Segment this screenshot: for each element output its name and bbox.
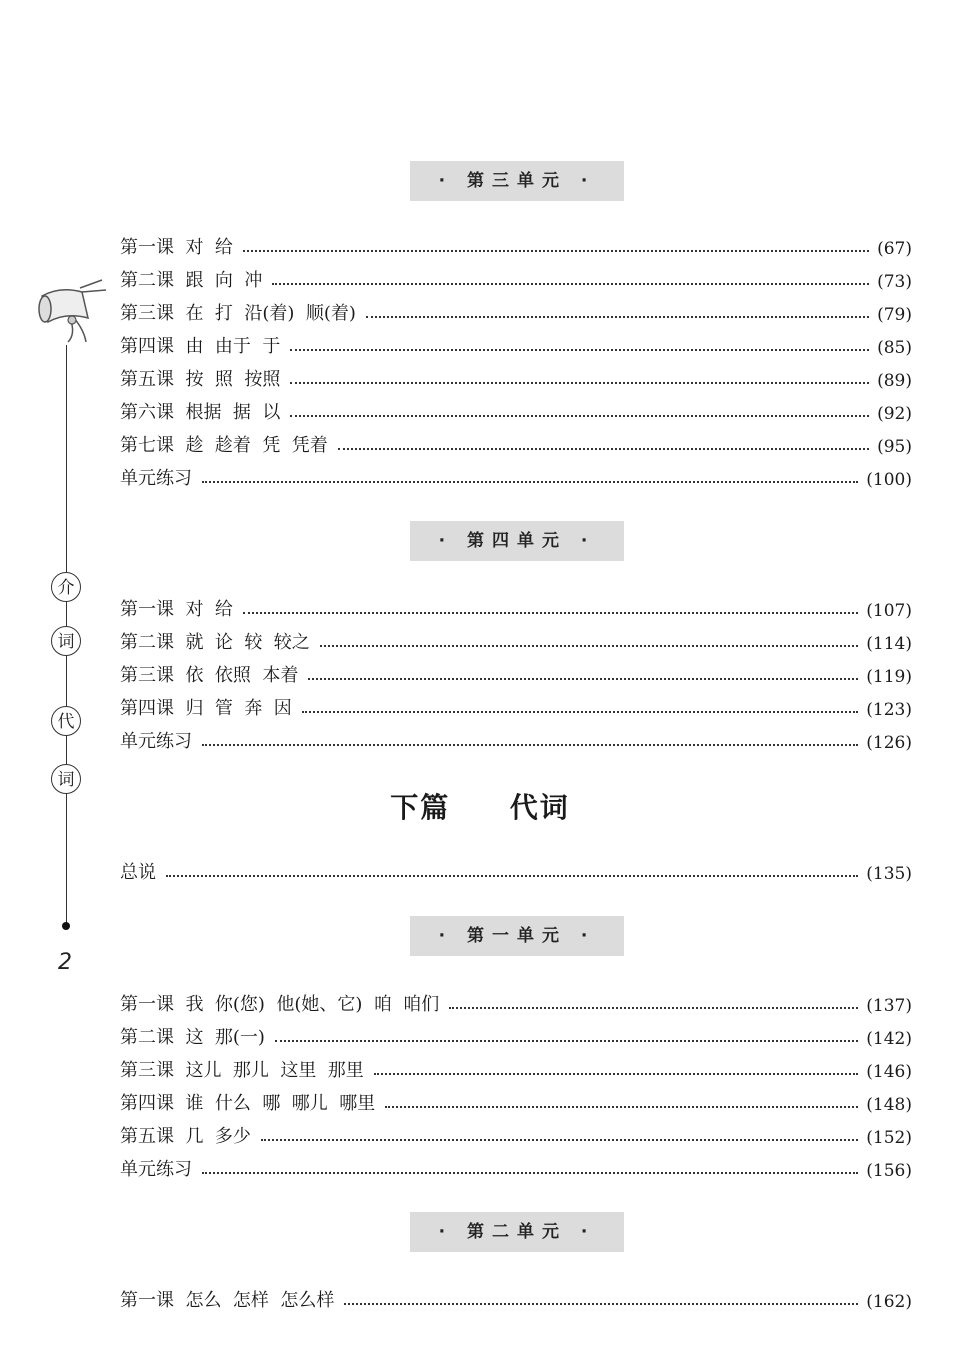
- toc-entry[interactable]: [120, 431, 912, 457]
- toc-dot-leader: [385, 1106, 858, 1108]
- toc-dot-leader: [243, 250, 869, 252]
- toc-entry-page: (137): [866, 996, 912, 1016]
- toc-entry[interactable]: [120, 661, 912, 687]
- toc-dot-leader: [449, 1007, 858, 1009]
- toc-entry-page: (135): [866, 864, 912, 884]
- toc-entry[interactable]: [120, 1286, 912, 1312]
- toc-entry-page: (67): [877, 239, 912, 259]
- toc-dot-leader: [290, 415, 869, 417]
- page-number: 2: [58, 950, 72, 975]
- toc-entry-page: (126): [866, 733, 912, 753]
- toc-entry-label: 单元练习: [120, 468, 192, 489]
- toc-dot-leader: [202, 1172, 858, 1174]
- toc-entry-page: (73): [877, 272, 912, 292]
- toc-dot-leader: [243, 612, 858, 614]
- toc-entry[interactable]: [120, 628, 912, 654]
- toc-dot-leader: [202, 481, 858, 483]
- sidebar-char-3: 代: [51, 706, 81, 736]
- toc-entry-label: 第五课 几 多少: [120, 1126, 251, 1147]
- toc-dot-leader: [344, 1303, 858, 1305]
- toc-entry-page: (146): [866, 1062, 912, 1082]
- toc-entry-label: 第四课 归 管 奔 因: [120, 698, 292, 719]
- toc-entry[interactable]: [120, 595, 912, 621]
- toc-entry-page: (119): [866, 667, 912, 687]
- toc-entry-label: 第六课 根据 据 以: [120, 402, 281, 423]
- toc-entry-label: 第四课 谁 什么 哪 哪儿 哪里: [120, 1093, 376, 1114]
- toc-entry-label: 第三课 在 打 沿(着) 顺(着): [120, 303, 356, 324]
- sidebar-char-1: 介: [51, 572, 81, 602]
- toc-entry-page: (114): [866, 634, 912, 654]
- toc-dot-leader: [272, 283, 869, 285]
- unit-banner: · 第一单元 ·: [410, 916, 624, 956]
- toc-entry[interactable]: [120, 464, 912, 490]
- scroll-ribbon-icon: [30, 278, 110, 348]
- toc-entry-label: 第四课 由 由于 于: [120, 336, 281, 357]
- toc-dot-leader: [290, 349, 869, 351]
- toc-entry-label: 第七课 趁 趁着 凭 凭着: [120, 435, 328, 456]
- toc-entry-page: (162): [866, 1292, 912, 1312]
- toc-entry[interactable]: [120, 694, 912, 720]
- part-title: 下篇 代词: [390, 791, 570, 824]
- toc-dot-leader: [308, 678, 858, 680]
- toc-entry-page: (89): [877, 371, 912, 391]
- sidebar-spine-dot: [62, 922, 70, 930]
- toc-entry[interactable]: [120, 1023, 912, 1049]
- toc-entry-label: 第三课 依 依照 本着: [120, 665, 299, 686]
- toc-entry-page: (85): [877, 338, 912, 358]
- toc-entry[interactable]: [120, 990, 912, 1016]
- toc-entry[interactable]: [120, 299, 912, 325]
- toc-entry[interactable]: [120, 332, 912, 358]
- toc-entry-label: 总说: [120, 862, 156, 883]
- toc-entry-label: 单元练习: [120, 1159, 192, 1180]
- toc-dot-leader: [374, 1073, 859, 1075]
- toc-dot-leader: [275, 1040, 858, 1042]
- toc-entry[interactable]: [120, 1089, 912, 1115]
- toc-entry-page: (123): [866, 700, 912, 720]
- unit-banner: · 第二单元 ·: [410, 1212, 624, 1252]
- toc-entry-label: 第一课 对 给: [120, 599, 233, 620]
- toc-entry-page: (148): [866, 1095, 912, 1115]
- toc-entry[interactable]: [120, 398, 912, 424]
- toc-entry[interactable]: [120, 1155, 912, 1181]
- toc-entry-label: 第二课 就 论 较 较之: [120, 632, 310, 653]
- toc-entry-page: (152): [866, 1128, 912, 1148]
- toc-entry-label: 第二课 这 那(一): [120, 1027, 265, 1048]
- toc-dot-leader: [261, 1139, 858, 1141]
- toc-entry-label: 第一课 怎么 怎样 怎么样: [120, 1290, 335, 1311]
- toc-dot-leader: [338, 448, 869, 450]
- toc-dot-leader: [290, 382, 869, 384]
- toc-entry[interactable]: [120, 1122, 912, 1148]
- unit-banner: · 第四单元 ·: [410, 521, 624, 561]
- toc-dot-leader: [202, 744, 858, 746]
- unit-banner: · 第三单元 ·: [410, 161, 624, 201]
- toc-dot-leader: [320, 645, 859, 647]
- toc-entry-label: 单元练习: [120, 731, 192, 752]
- toc-entry-page: (142): [866, 1029, 912, 1049]
- toc-entry-label: 第一课 对 给: [120, 237, 233, 258]
- toc-entry-page: (107): [866, 601, 912, 621]
- toc-entry[interactable]: [120, 1056, 912, 1082]
- toc-entry[interactable]: [120, 233, 912, 259]
- toc-entry-label: 第一课 我 你(您) 他(她、它) 咱 咱们: [120, 994, 440, 1015]
- toc-entry[interactable]: [120, 858, 912, 884]
- toc-entry-page: (100): [866, 470, 912, 490]
- toc-dot-leader: [366, 316, 869, 318]
- toc-dot-leader: [166, 875, 858, 877]
- toc-entry-page: (95): [877, 437, 912, 457]
- toc-entry-page: (156): [866, 1161, 912, 1181]
- toc-entry-label: 第二课 跟 向 冲: [120, 270, 263, 291]
- sidebar-char-4: 词: [51, 764, 81, 794]
- sidebar-char-2: 词: [51, 626, 81, 656]
- toc-entry[interactable]: [120, 365, 912, 391]
- toc-entry[interactable]: [120, 727, 912, 753]
- toc-dot-leader: [302, 711, 859, 713]
- toc-entry[interactable]: [120, 266, 912, 292]
- toc-entry-label: 第五课 按 照 按照: [120, 369, 281, 390]
- toc-entry-page: (92): [877, 404, 912, 424]
- toc-entry-label: 第三课 这儿 那儿 这里 那里: [120, 1060, 364, 1081]
- toc-entry-page: (79): [877, 305, 912, 325]
